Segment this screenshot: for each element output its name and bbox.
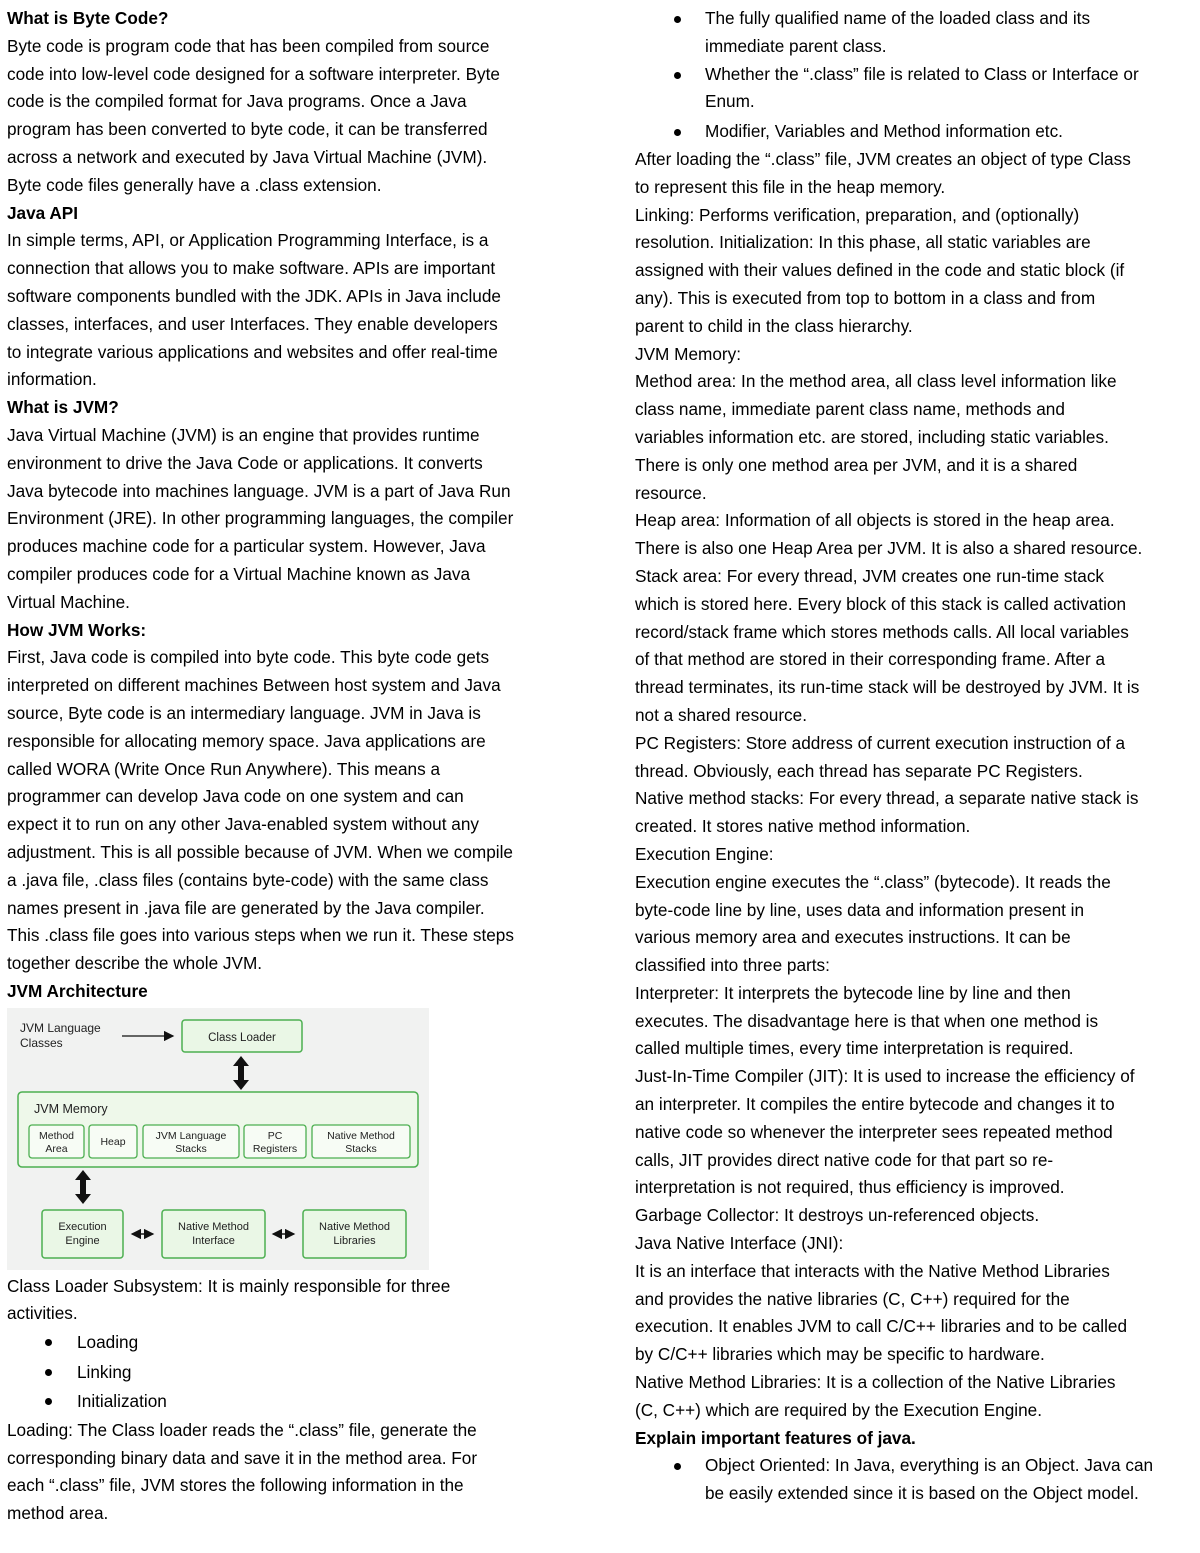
diagram-canvas (7, 1008, 429, 1270)
label-execution-engine-2: Engine (65, 1234, 100, 1247)
list-item: Initialization (7, 1387, 563, 1417)
label-heap: Heap (100, 1135, 126, 1148)
paragraph-how-jvm-works: First, Java code is compiled into byte code. This byte code gets interpreted on different machines Between host system and Java source, Byte code is an intermediary language. JVM in Java is responsible for allocating memory space. Java applications are called WORA (Write Once Run Anywhere). This means a programmer can develop Java code on one system and can expect it to run on any other Java-enabled system without any adjustment. This is all possible because of JVM. When we compile a .java file, .class files (contains byte-code) with the same class names present in .java file are generated by the Java compiler. This .class file goes into various steps when we run it. These steps together describe the whole JVM. (7, 647, 514, 974)
label-execution-engine-section: Execution Engine: (635, 843, 774, 864)
paragraph-byte-code: Byte code is program code that has been compiled from source code into low-level code designed for a software interpreter. Byte code is the compiled format for Java programs. Once a Java program has been converted to byte code, it can be transferred across a network and executed by Java Virtual Machine (JVM). Byte code files generally have a .class extension. (7, 35, 500, 195)
paragraph-java-api: In simple terms, API, or Application Programming Interface, is a connection that allows you to make software. APIs are important software components bundled with the JDK. APIs in Java include classes, interfaces, and user Interfaces. They enable developers to integrate various applications and websites and offer real-time information. (7, 230, 501, 390)
list-item: Linking (7, 1358, 563, 1388)
paragraph-stack-area: Stack area: For every thread, JVM creates one run-time stack which is stored here. Every block of this stack is called activation record/stack frame which stores methods calls. All local variables of that method are stored in their corresponding frame. After a thread terminates, its run-time stack will be destroyed by JVM. It is not a shared resource. (635, 565, 1140, 725)
label-native-interface-1: Native Method (178, 1220, 249, 1233)
label-execution-engine-1: Execution (58, 1220, 107, 1233)
heading-how-jvm-works: How JVM Works: (7, 619, 147, 640)
list-item: Loading (7, 1328, 563, 1358)
box-execution-engine (42, 1210, 123, 1258)
label-method-area-2: Area (45, 1142, 68, 1155)
paragraph-method-area: Method area: In the method area, all class level information like class name, immediate parent class name, methods and variables information etc. are stored, including static variables. There is only one method area per JVM, and it is a shared resource. (635, 371, 1117, 503)
paragraph-native-method-libraries: Native Method Libraries: It is a collection of the Native Libraries (C, C++) which are required by the Execution Engine. (635, 1372, 1116, 1420)
label-jni-section: Java Native Interface (JNI): (635, 1233, 844, 1254)
label-native-libraries-1: Native Method (319, 1220, 390, 1233)
label-class-loader: Class Loader (208, 1031, 276, 1044)
paragraph-execution-engine: Execution engine executes the “.class” (bytecode). It reads the byte-code line by line, uses data and information present in various memory area and executes instructions. It can be classified into three parts: (635, 871, 1111, 976)
list-item: The fully qualified name of the loaded class and its immediate parent class. (635, 5, 1195, 61)
paragraph-jni: It is an interface that interacts with the Native Method Libraries and provides the native libraries (C, C++) required for the execution. It enables JVM to call C/C++ libraries and to be called by C/C++ libraries which may be specific to hardware. (635, 1260, 1128, 1365)
label-language-stacks-1: JVM Language (155, 1129, 227, 1142)
double-arrow-loader-memory (233, 1056, 249, 1090)
label-method-area-1: Method (38, 1129, 75, 1142)
label-pc-registers-1: PC (267, 1129, 283, 1142)
list-item: Modifier, Variables and Method information etc. (635, 118, 1195, 146)
paragraph-linking: Linking: Performs verification, preparation, and (optionally) resolution. Initialization: In this phase, all static variables are assigned with their values defined in the code and static block (if any). This is executed from top to bottom in a class and from parent to child in the class hierarchy. (635, 204, 1125, 336)
activities-list (7, 1328, 563, 1417)
paragraph-class-loader: Class Loader Subsystem: It is mainly responsible for three activities. (7, 1275, 451, 1324)
heading-java-features: Explain important features of java. (635, 1427, 916, 1448)
paragraph-interpreter: Interpreter: It interprets the bytecode line by line and then executes. The disadvantage here is that when one method is called multiple times, every time interpretation is required. (635, 982, 1099, 1059)
jvm-architecture-diagram (7, 1008, 429, 1270)
list-item: Whether the “.class” file is related to Class or Interface or Enum. (635, 61, 1195, 117)
right-column (635, 5, 1195, 1508)
heading-what-is-jvm: What is JVM? (7, 397, 119, 418)
paragraph-pc-registers: PC Registers: Store address of current execution instruction of a thread. Obviously, each thread has separate PC Registers. (635, 732, 1126, 781)
label-language-stacks-2: Stacks (175, 1142, 207, 1155)
box-native-libraries (303, 1210, 406, 1258)
heading-jvm-architecture: JVM Architecture (7, 980, 148, 1001)
paragraph-garbage-collector: Garbage Collector: It destroys un-referenced objects. (635, 1205, 1040, 1226)
label-native-stacks-1: Native Method (327, 1129, 395, 1142)
paragraph-heap-area: Heap area: Information of all objects is stored in the heap area. There is also one Heap Area per JVM. It is also a shared resource. (635, 510, 1143, 559)
loaded-class-info-list (635, 5, 1195, 146)
double-arrow-memory-engine (75, 1170, 91, 1204)
label-language-classes-1: JVM Language (20, 1020, 101, 1035)
paragraph-jit-compiler: Just-In-Time Compiler (JIT): It is used to increase the efficiency of an interpreter. It compiles the entire bytecode and changes it to native code so whenever the interpreter sees repeated method calls, JIT provides direct native code for that part so re- interpretation is not required, thus efficiency is improved. (635, 1066, 1135, 1198)
heading-byte-code: What is Byte Code? (7, 8, 169, 28)
label-jvm-memory: JVM Memory (34, 1101, 108, 1116)
label-native-stacks-2: Stacks (345, 1142, 377, 1155)
label-jvm-memory-section: JVM Memory: (635, 343, 741, 364)
left-column (7, 5, 563, 1528)
paragraph-loading: Loading: The Class loader reads the “.class” file, generate the corresponding binary data and save it in the method area. For each “.class” file, JVM stores the following information in the method area. (7, 1419, 478, 1524)
list-item: Object Oriented: In Java, everything is an Object. Java can be easily extended since it is based on the Object model. (635, 1452, 1195, 1508)
label-pc-registers-2: Registers (252, 1142, 298, 1155)
features-list (635, 1452, 1195, 1508)
box-native-interface (162, 1210, 265, 1258)
paragraph-what-is-jvm: Java Virtual Machine (JVM) is an engine that provides runtime environment to drive the Java Code or applications. It converts Java bytecode into machines language. JVM is a part of Java Run Environment (JRE). In other programming languages, the compiler produces machine code for a particular system. However, Java compiler produces code for a Virtual Machine known as Java Virtual Machine. (7, 424, 514, 612)
paragraph-after-loading: After loading the “.class” file, JVM creates an object of type Class to represent this file in the heap memory. (635, 148, 1131, 197)
label-native-libraries-2: Libraries (333, 1234, 376, 1247)
label-native-interface-2: Interface (192, 1234, 235, 1247)
paragraph-native-method-stacks: Native method stacks: For every thread, a separate native stack is created. It stores native method information. (635, 788, 1139, 837)
heading-java-api: Java API (7, 202, 79, 223)
label-language-classes-2: Classes (20, 1035, 63, 1050)
